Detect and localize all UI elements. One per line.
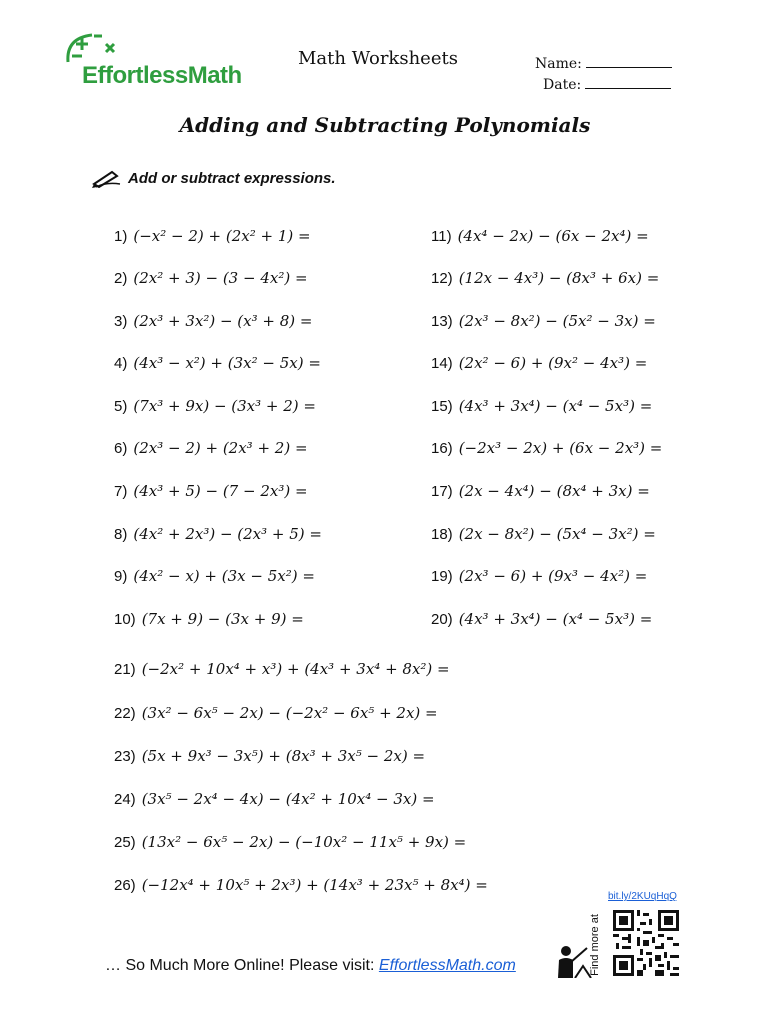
problem: 1) (−x² − 2) + (2x² + 1) = (114, 227, 311, 245)
problem: 5) (7x³ + 9x) − (3x³ + 2) = (114, 397, 316, 415)
footer-text: … So Much More Online! Please visit: (105, 957, 379, 974)
problem: 6) (2x³ − 2) + (2x³ + 2) = (114, 439, 308, 457)
find-more-label: Find more at (589, 914, 601, 976)
problem: 23) (5x + 9x³ − 3x⁵) + (8x³ + 3x⁵ − 2x) = (114, 747, 426, 765)
footer-link[interactable]: EffortlessMath.com (378, 957, 516, 974)
problem: 16) (−2x³ − 2x) + (6x − 2x³) = (431, 439, 663, 457)
instruction (92, 168, 336, 188)
problem: 18) (2x − 8x²) − (5x⁴ − 3x²) = (431, 525, 656, 543)
problem: 24) (3x⁵ − 2x⁴ − 4x) − (4x² + 10x⁴ − 3x) = (114, 790, 435, 808)
pencil-icon (92, 168, 122, 188)
instruction-text: Add or subtract expressions. (128, 169, 336, 187)
problem: 17) (2x − 4x⁴) − (8x⁴ + 3x) = (431, 482, 650, 500)
problem: 8) (4x² + 2x³) − (2x³ + 5) = (114, 525, 322, 543)
problem: 3) (2x³ + 3x²) − (x³ + 8) = (114, 312, 313, 330)
qr-code-icon[interactable] (613, 910, 679, 976)
problem: 12) (12x − 4x³) − (8x³ + 6x) = (431, 269, 660, 287)
problem: 20) (4x³ + 3x⁴) − (x⁴ − 5x³) = (431, 610, 653, 628)
problem: 22) (3x² − 6x⁵ − 2x) − (−2x² − 6x⁵ + 2x) = (114, 704, 438, 722)
problem: 19) (2x³ − 6) + (9x³ − 4x²) = (431, 567, 648, 585)
problem: 26) (−12x⁴ + 10x⁵ + 2x³) + (14x³ + 23x⁵ + 8x⁴) = (114, 876, 488, 894)
problem: 13) (2x³ − 8x²) − (5x² − 3x) = (431, 312, 656, 330)
problem: 2) (2x² + 3) − (3 − 4x²) = (114, 269, 308, 287)
date-field (543, 76, 671, 93)
problem: 9) (4x² − x) + (3x − 5x²) = (114, 567, 315, 585)
problem: 15) (4x³ + 3x⁴) − (x⁴ − 5x³) = (431, 397, 653, 415)
problem: 7) (4x³ + 5) − (7 − 2x³) = (114, 482, 308, 500)
qr-link[interactable]: bit.ly/2KUqHqQ (608, 891, 677, 902)
teacher-icon (553, 944, 593, 978)
worksheet-title: Adding and Subtracting Polynomials (179, 113, 591, 137)
date-line (585, 76, 671, 89)
problem: 10) (7x + 9) − (3x + 9) = (114, 610, 304, 628)
problem: 11) (4x⁴ − 2x) − (6x − 2x⁴) = (431, 227, 649, 245)
header-title: Math Worksheets (298, 48, 458, 69)
problem: 21) (−2x² + 10x⁴ + x³) + (4x³ + 3x⁴ + 8x²) = (114, 660, 450, 678)
problem: 14) (2x² − 6) + (9x² − 4x³) = (431, 354, 648, 372)
footer (105, 957, 516, 975)
logo-text: EffortlessMath (82, 62, 242, 89)
problem: 4) (4x³ − x²) + (3x² − 5x) = (114, 354, 321, 372)
name-line (586, 55, 672, 68)
logo (62, 30, 252, 100)
problem: 25) (13x² − 6x⁵ − 2x) − (−10x² − 11x⁵ + 9x) = (114, 833, 467, 851)
date-label: Date: (543, 77, 582, 93)
name-field (535, 55, 672, 72)
name-label: Name: (535, 56, 582, 72)
